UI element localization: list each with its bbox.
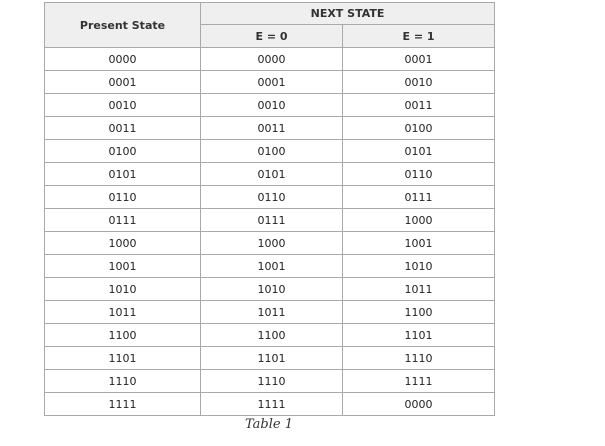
present-state-cell: 1111 — [45, 393, 201, 416]
next-state-e0-cell: 0100 — [201, 140, 343, 163]
next-state-e1-cell: 1010 — [343, 255, 495, 278]
next-state-e1-cell: 1001 — [343, 232, 495, 255]
next-state-e1-cell: 1100 — [343, 301, 495, 324]
next-state-e1-cell: 1101 — [343, 324, 495, 347]
next-state-e0-cell: 1000 — [201, 232, 343, 255]
next-state-e0-cell: 0111 — [201, 209, 343, 232]
present-state-cell: 1011 — [45, 301, 201, 324]
table-row — [45, 278, 495, 301]
table-header — [45, 3, 495, 48]
table-row — [45, 140, 495, 163]
table-row — [45, 163, 495, 186]
next-state-e1-cell: 1000 — [343, 209, 495, 232]
next-state-e0-cell: 0011 — [201, 117, 343, 140]
next-state-e0-cell: 0010 — [201, 94, 343, 117]
next-state-e0-cell: 1001 — [201, 255, 343, 278]
table-row — [45, 232, 495, 255]
header-row-top — [45, 3, 495, 25]
table-row — [45, 117, 495, 140]
next-state-e0-cell: 1011 — [201, 301, 343, 324]
next-state-e1-cell: 0000 — [343, 393, 495, 416]
next-state-e0-cell: 1100 — [201, 324, 343, 347]
next-state-e0-cell: 1110 — [201, 370, 343, 393]
table-caption: Table 1 — [245, 417, 293, 432]
e1-header: E = 1 — [343, 25, 495, 48]
present-state-header: Present State — [45, 3, 201, 48]
present-state-cell: 0110 — [45, 186, 201, 209]
table-row — [45, 347, 495, 370]
next-state-e0-cell: 0001 — [201, 71, 343, 94]
present-state-cell: 0011 — [45, 117, 201, 140]
next-state-e0-cell: 1111 — [201, 393, 343, 416]
next-state-e1-cell: 0011 — [343, 94, 495, 117]
table-body — [45, 48, 495, 416]
e0-header: E = 0 — [201, 25, 343, 48]
state-transition-table — [44, 2, 495, 416]
next-state-e1-cell: 0111 — [343, 186, 495, 209]
next-state-e0-cell: 1010 — [201, 278, 343, 301]
next-state-e0-cell: 1101 — [201, 347, 343, 370]
table-row — [45, 324, 495, 347]
next-state-e1-cell: 0110 — [343, 163, 495, 186]
present-state-cell: 0111 — [45, 209, 201, 232]
table-row — [45, 209, 495, 232]
table-row — [45, 301, 495, 324]
present-state-cell: 0101 — [45, 163, 201, 186]
present-state-cell: 0001 — [45, 71, 201, 94]
table-row — [45, 48, 495, 71]
next-state-e0-cell: 0000 — [201, 48, 343, 71]
table-row — [45, 94, 495, 117]
next-state-e1-cell: 1111 — [343, 370, 495, 393]
table-row — [45, 255, 495, 278]
present-state-cell: 0000 — [45, 48, 201, 71]
present-state-cell: 1001 — [45, 255, 201, 278]
next-state-header: NEXT STATE — [201, 3, 495, 25]
next-state-e1-cell: 1011 — [343, 278, 495, 301]
table-row — [45, 71, 495, 94]
table-row — [45, 393, 495, 416]
present-state-cell: 1110 — [45, 370, 201, 393]
next-state-e1-cell: 0001 — [343, 48, 495, 71]
next-state-e1-cell: 1110 — [343, 347, 495, 370]
present-state-cell: 0100 — [45, 140, 201, 163]
next-state-e1-cell: 0010 — [343, 71, 495, 94]
present-state-cell: 1100 — [45, 324, 201, 347]
table-row — [45, 370, 495, 393]
next-state-e0-cell: 0101 — [201, 163, 343, 186]
present-state-cell: 1101 — [45, 347, 201, 370]
present-state-cell: 1000 — [45, 232, 201, 255]
next-state-e1-cell: 0101 — [343, 140, 495, 163]
next-state-e1-cell: 0100 — [343, 117, 495, 140]
table-row — [45, 186, 495, 209]
present-state-cell: 1010 — [45, 278, 201, 301]
present-state-cell: 0010 — [45, 94, 201, 117]
next-state-e0-cell: 0110 — [201, 186, 343, 209]
